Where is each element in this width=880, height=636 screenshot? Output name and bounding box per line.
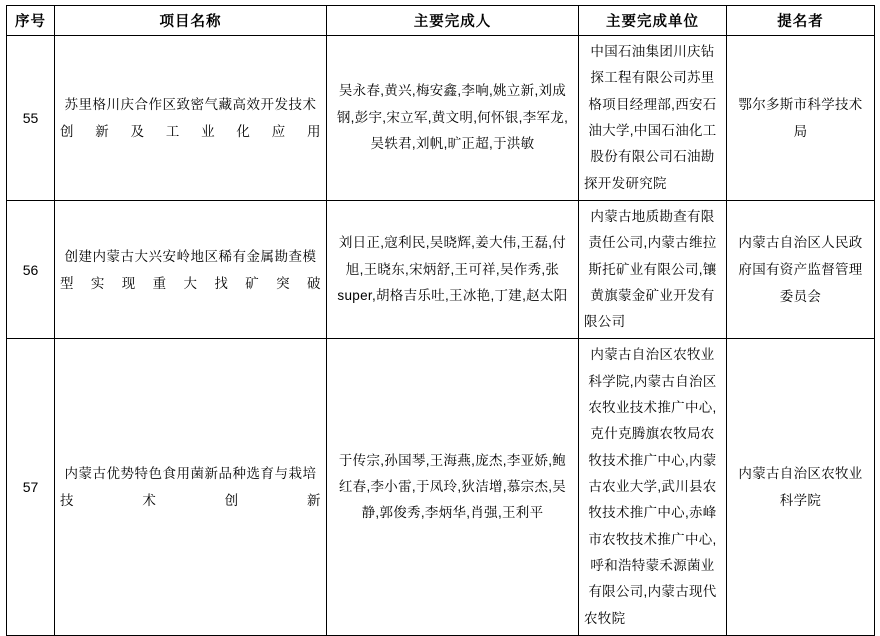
- table-body: [7, 36, 875, 636]
- nominator: 内蒙古自治区农牧业科学院: [727, 339, 875, 635]
- column-header-nominator: 提名者: [727, 6, 875, 36]
- row-number: 55: [7, 36, 55, 201]
- table-row: [7, 339, 875, 635]
- award-projects-table: [6, 5, 875, 636]
- main-contributors: 刘日正,寇利民,吴晓辉,姜大伟,王磊,付旭,王晓东,宋炳舒,王可祥,吴作秀,张super,胡格吉乐吐,王冰艳,丁建,赵太阳: [327, 200, 579, 339]
- main-units: 内蒙古自治区农牧业科学院,内蒙古自治区农牧业技术推广中心,克什克腾旗农牧局农牧技术推广中心,内蒙古农业大学,武川县农牧技术推广中心,赤峰市农牧技术推广中心,呼和浩特蒙禾源菌业有限公司,内蒙古现代农牧院: [579, 339, 727, 635]
- nominator: 内蒙古自治区人民政府国有资产监督管理委员会: [727, 200, 875, 339]
- row-number: 56: [7, 200, 55, 339]
- row-number: 57: [7, 339, 55, 635]
- column-header-no: 序号: [7, 6, 55, 36]
- table-header: [7, 6, 875, 36]
- table-header-row: [7, 6, 875, 36]
- main-contributors: 于传宗,孙国琴,王海燕,庞杰,李亚娇,鲍红春,李小雷,于凤玲,狄洁增,慕宗杰,吴静,郭俊秀,李炳华,肖强,王利平: [327, 339, 579, 635]
- table-row: [7, 200, 875, 339]
- table-row: [7, 36, 875, 201]
- main-units: 中国石油集团川庆钻探工程有限公司苏里格项目经理部,西安石油大学,中国石油化工股份有限公司石油勘探开发研究院: [579, 36, 727, 201]
- column-header-main-units: 主要完成单位: [579, 6, 727, 36]
- main-units: 内蒙古地质勘查有限责任公司,内蒙古维拉斯托矿业有限公司,镶黄旗蒙金矿业开发有限公司: [579, 200, 727, 339]
- column-header-project-name: 项目名称: [55, 6, 327, 36]
- nominator: 鄂尔多斯市科学技术局: [727, 36, 875, 201]
- award-list-page: [0, 5, 880, 626]
- column-header-main-contributors: 主要完成人: [327, 6, 579, 36]
- project-name: 苏里格川庆合作区致密气藏高效开发技术创新及工业化应用: [55, 36, 327, 201]
- project-name: 创建内蒙古大兴安岭地区稀有金属勘查模型实现重大找矿突破: [55, 200, 327, 339]
- main-contributors: 吴永春,黄兴,梅安鑫,李响,姚立新,刘成钢,彭宇,宋立军,黄文明,何怀银,李军龙,吴轶君,刘帆,旷正超,于洪敏: [327, 36, 579, 201]
- project-name: 内蒙古优势特色食用菌新品种选育与栽培技术创新: [55, 339, 327, 635]
